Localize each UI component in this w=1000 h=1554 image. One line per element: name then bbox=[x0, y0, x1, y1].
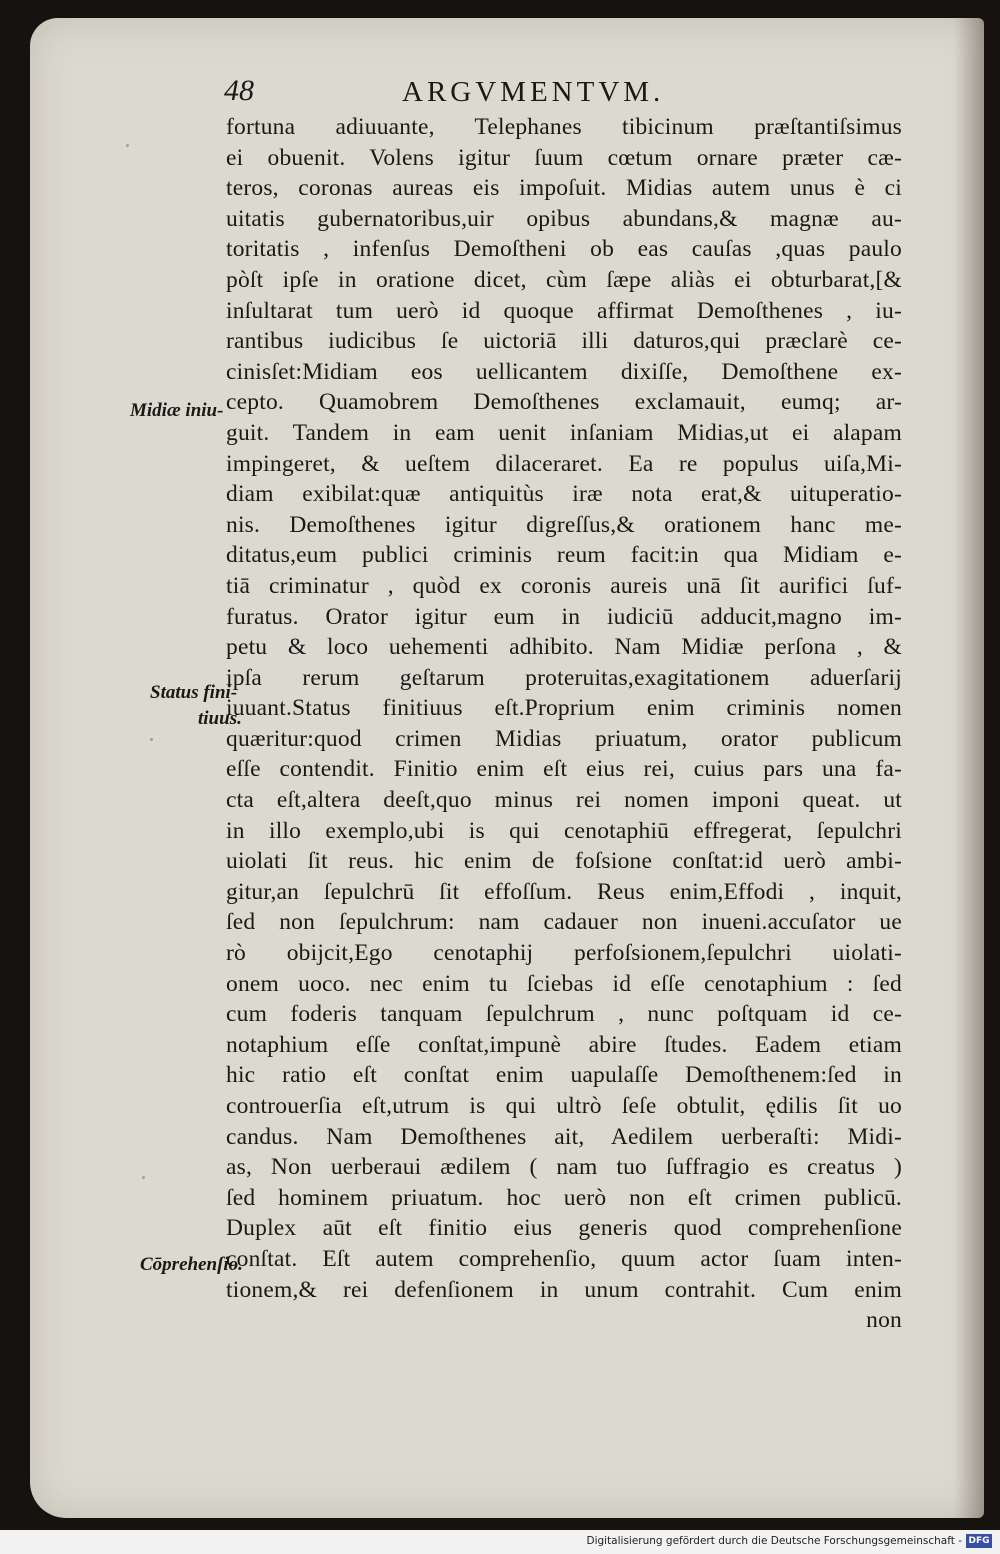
text-line: cta eſt,altera deeſt,quo minus rei nomen imponi queat. ut bbox=[226, 787, 902, 814]
paper-speck bbox=[142, 1176, 145, 1179]
text-line: impingeret, & ueſtem dilaceraret. Ea re populus uiſa,Mi- bbox=[226, 450, 902, 477]
footer-bar bbox=[0, 1530, 1000, 1554]
text-line: guit. Tandem in eam uenit inſaniam Midias,ut ei alapam bbox=[226, 419, 902, 446]
text-line: cinisſet:Midiam eos uellicantem dixiſſe, Demoſthene ex- bbox=[226, 358, 902, 385]
text-line: nis. Demoſthenes igitur digreſſus,& orationem hanc me- bbox=[226, 511, 902, 538]
text-line: furatus. Orator igitur eum in iudiciū adducit,magno im- bbox=[226, 603, 902, 630]
text-line: ipſa rerum geſtarum proteruitas,exagitationem aduerſarij bbox=[226, 664, 902, 691]
margin-note-midiae-iniuria: Midiæ iniu- bbox=[130, 400, 224, 421]
text-line: eſſe contendit. Finitio enim eſt eius rei, cuius pars una fa- bbox=[226, 756, 902, 783]
text-line: cepto. Quamobrem Demoſthenes exclamauit, eumq; ar- bbox=[226, 389, 902, 416]
text-line: fortuna adiuuante, Telephanes tibicinum præſtantiſsimus bbox=[226, 114, 902, 140]
text-line: onem uoco. nec enim tu ſciebas id eſſe cenotaphium : ſed bbox=[226, 970, 902, 997]
margin-note-status-finitiuus: Status fini- bbox=[150, 682, 238, 703]
text-line: gitur,an ſepulchrū ſit effoſſum. Reus enim,Effodi , inquit, bbox=[226, 878, 902, 905]
text-line: ſed non ſepulchrum: nam cadauer non inueni.accuſator ue bbox=[226, 909, 902, 936]
text-line: conſtat. Eſt autem comprehenſio, quum actor ſuam inten- bbox=[226, 1245, 902, 1272]
text-line: notaphium eſſe conſtat,impunè abire ſtudes. Eadem etiam bbox=[226, 1031, 902, 1058]
margin-note-status-finitiuus-cont: tiuus. bbox=[198, 708, 242, 729]
funding-credit: Digitalisierung gefördert durch die Deutsche Forschungsgemeinschaft - bbox=[586, 1535, 962, 1547]
text-line: uiolati ſit reus. hic enim de foſsione conſtat:id uerò ambi- bbox=[226, 848, 902, 875]
text-line: toritatis , infenſus Demoſtheni ob eas cauſas ,quas paulo bbox=[226, 236, 902, 263]
running-title: ARGVMENTVM. bbox=[402, 76, 665, 108]
text-line: Duplex aūt eſt finitio eius generis quod comprehenſione bbox=[226, 1215, 902, 1242]
text-line: pòſt ipſe in oratione dicet, cùm ſæpe aliàs ei obturbarat,[& bbox=[226, 266, 902, 293]
text-line: diam exibilat:quæ antiquitùs iræ nota erat,& uituperatio- bbox=[226, 481, 902, 508]
margin-note-comprehensio: Cōprehenſio. bbox=[140, 1254, 243, 1275]
page-number: 48 bbox=[224, 74, 254, 107]
page-header bbox=[224, 70, 744, 116]
paper-speck bbox=[126, 144, 129, 147]
dfg-logo-icon: DFG bbox=[966, 1534, 992, 1548]
text-line: ditatus,eum publici criminis reum facit:in qua Midiam e- bbox=[226, 542, 902, 569]
text-line: quæritur:quod crimen Midias priuatum, orator publicum bbox=[226, 725, 902, 752]
text-line: teros, coronas aureas eis impoſuit. Midias autem unus è ci bbox=[226, 175, 902, 202]
text-line: in illo exemplo,ubi is qui cenotaphiū effregerat, ſepulchri bbox=[226, 817, 902, 844]
text-line: ſed hominem priuatum. hoc uerò non eſt crimen publicū. bbox=[226, 1184, 902, 1211]
text-line: controuerſia eſt,utrum is qui ultrò ſeſe obtulit, ędilis ſit uo bbox=[226, 1093, 902, 1119]
text-line: inſultarat tum uerò id quoque affirmat Demoſthenes , iu- bbox=[226, 297, 902, 324]
text-line: tionem,& rei defenſionem in unum contrahit. Cum enim bbox=[226, 1276, 902, 1303]
text-line: tiā criminatur , quòd ex coronis aureis unā ſit aurifici ſuf- bbox=[226, 572, 902, 599]
text-line: hic ratio eſt conſtat enim uapulaſſe Demoſthenem:ſed in bbox=[226, 1062, 902, 1089]
text-line: iuuant.Status finitiuus eſt.Proprium enim criminis nomen bbox=[226, 695, 902, 722]
text-line: rò obijcit,Ego cenotaphij perfoſsionem,ſepulchri uiolati- bbox=[226, 940, 902, 967]
text-line: ei obuenit. Volens igitur ſuum cœtum ornare præter cæ- bbox=[226, 144, 902, 171]
text-line: cum foderis tanquam ſepulchrum , nunc poſtquam id ce- bbox=[226, 1001, 902, 1028]
text-line: petu & loco uehementi adhibito. Nam Midiæ perſona , & bbox=[226, 634, 902, 661]
text-line: candus. Nam Demoſthenes ait, Aedilem uerberaſti: Midi- bbox=[226, 1123, 902, 1150]
text-line: uitatis gubernatoribus,uir opibus abundans,& magnæ au- bbox=[226, 205, 902, 232]
text-line: rantibus iudicibus ſe uictoriā illi daturos,qui præclarè ce- bbox=[226, 328, 902, 355]
paper-speck bbox=[150, 738, 153, 741]
page-edge-shadow bbox=[954, 18, 984, 1518]
body-text bbox=[226, 112, 902, 1336]
text-line: non bbox=[866, 1307, 902, 1334]
text-line: as, Non uerberaui ædilem ( nam tuo ſuffragio es creatus ) bbox=[226, 1154, 902, 1181]
